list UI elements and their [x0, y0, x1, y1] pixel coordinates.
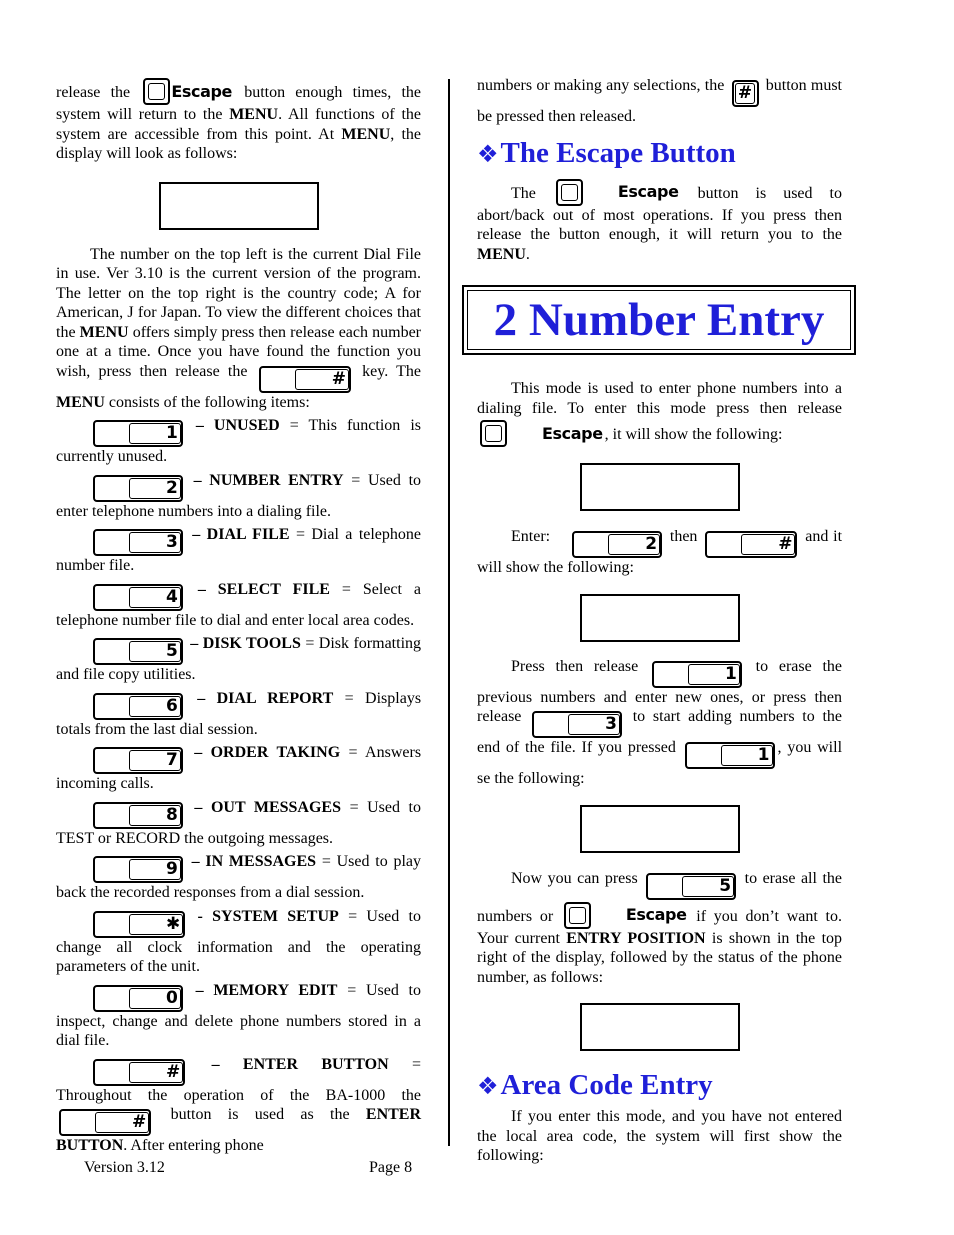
intro-paragraph: release the Escape button enough times, the system will return to the MENU. All functions of the system are accessible from this point. At MENU, the display will look as follows: — [56, 76, 421, 164]
key-1-icon: 1 — [652, 661, 742, 688]
diamond-bullet-icon: ❖ — [477, 1072, 499, 1100]
key-3-icon: 3 — [93, 529, 183, 556]
footer-page-number: Page 8 — [369, 1159, 413, 1176]
escape-key-icon: Escape — [480, 420, 603, 447]
menu-item-memory-edit: 0 – MEMORY EDIT = Used to inspect, change and delete phone numbers stored in a dial file. — [56, 981, 422, 1049]
menu-item-number-entry: 2 – NUMBER ENTRY = Used to enter telephone numbers into a dialing file. — [56, 471, 422, 520]
key-9-icon: 9 — [93, 856, 183, 883]
display-box-entry-options — [580, 594, 740, 642]
menu-item-dial-report: 6 – DIAL REPORT = Displays totals from the last dial session. — [56, 689, 422, 738]
key-8-icon: 8 — [93, 802, 183, 829]
now-press-paragraph: Now you can press 5 to erase all the numbers or Escape if you don’t want to. Your current ENTRY POSITION is shown in the top right of the display, followed by the status of the phone number, as follows: — [477, 869, 843, 986]
menu-item-dial-file: 3 – DIAL FILE = Dial a telephone number file. — [56, 526, 422, 574]
menu-item-enter-button: # – ENTER BUTTON = Throughout the operation of the BA-1000 the # button is used as the ENTER BUTTON. After entering phone — [56, 1055, 422, 1154]
area-code-section-heading: ❖Area Code Entry — [477, 1069, 713, 1101]
key-5-icon: 5 — [93, 638, 183, 665]
key-1-icon: 1 — [93, 420, 183, 447]
diamond-bullet-icon: ❖ — [477, 139, 499, 168]
key-0-icon: 0 — [93, 985, 183, 1012]
chapter-title-box — [462, 285, 856, 355]
menu-item-unused: 1 – UNUSED = This function is currently unused. — [56, 417, 421, 465]
hash-key-icon: # — [59, 1109, 151, 1136]
display-box-entry-position — [580, 1003, 740, 1051]
key-5-icon: 5 — [646, 873, 736, 900]
chapter-title: 2 Number Entry — [467, 290, 851, 350]
key-2-icon: 2 — [93, 475, 183, 502]
hash-key-icon: # — [259, 366, 351, 393]
escape-section-heading: ❖The Escape Button — [477, 136, 736, 169]
key-1-icon: 1 — [685, 742, 775, 769]
number-entry-paragraph: This mode is used to enter phone numbers into a dialing file. To enter this mode press then release Escape , it will show the following: — [477, 379, 842, 447]
menu-item-disk-tools: 5 – DISK TOOLS = Disk formatting and file copy utilities. — [56, 635, 422, 683]
escape-key-icon: Escape — [564, 902, 687, 929]
hash-key-icon: # — [93, 1059, 185, 1086]
menu-item-select-file: 4 – SELECT FILE = Select a telephone number file to dial and enter local area codes. — [56, 580, 422, 629]
menu-item-out-messages: 8 – OUT MESSAGES = Used to TEST or RECORD the outgoing messages. — [56, 798, 422, 847]
menu-item-in-messages: 9 – IN MESSAGES = Used to play back the recorded responses from a dial session. — [56, 853, 422, 901]
key-3-icon: 3 — [532, 711, 622, 738]
key-6-icon: 6 — [93, 693, 183, 720]
key-4-icon: 4 — [93, 584, 183, 611]
enter-keys-paragraph: Enter: 2 then # and it will show the following: — [477, 528, 843, 576]
menu-paragraph: The number on the top left is the current Dial File in use. Ver 3.10 is the current version of the program. The letter on the top right is the country code; A for American, J for Japan. To view the different choices that the MENU offers simply press then release each number one at a time. Once you have found the function you wish, press then release the # key. The MENU consists of the following items: — [56, 245, 422, 411]
enter-continued-paragraph: numbers or making any selections, the # button must be pressed then released. — [477, 77, 842, 125]
right-column — [477, 76, 842, 1166]
footer-version: Version 3.12 — [84, 1159, 165, 1176]
left-column — [56, 76, 421, 1156]
hash-key-icon: # — [732, 80, 759, 107]
display-box-menu — [159, 182, 319, 230]
escape-paragraph: The Escape button is used to abort/back out of most operations. If you press then release the button enough, it will return you to the MENU. — [477, 177, 842, 265]
key-7-icon: 7 — [93, 747, 183, 774]
escape-key-icon: Escape — [143, 78, 232, 105]
column-divider — [448, 79, 450, 1146]
menu-item-order-taking: 7 – ORDER TAKING = Answers incoming calls. — [56, 744, 422, 792]
display-box-number-entry — [580, 463, 740, 511]
area-code-paragraph: If you enter this mode, and you have not entered the local area code, the system will first show the following: — [477, 1108, 842, 1164]
key-star-icon: ✱ — [93, 911, 185, 938]
display-box-erase — [580, 805, 740, 853]
key-2-icon: 2 — [572, 531, 662, 558]
escape-key-icon: Escape — [556, 179, 679, 206]
menu-item-system-setup: ✱ - SYSTEM SETUP = Used to change all clock information and the operating parameters of the unit. — [56, 907, 421, 975]
press-release-paragraph: Press then release 1 to erase the previous numbers and enter new ones, or press then release 3 to start adding numbers to the end of the file. If you pressed 1 , you will se the following: — [477, 657, 843, 787]
hash-key-icon: # — [705, 531, 797, 558]
